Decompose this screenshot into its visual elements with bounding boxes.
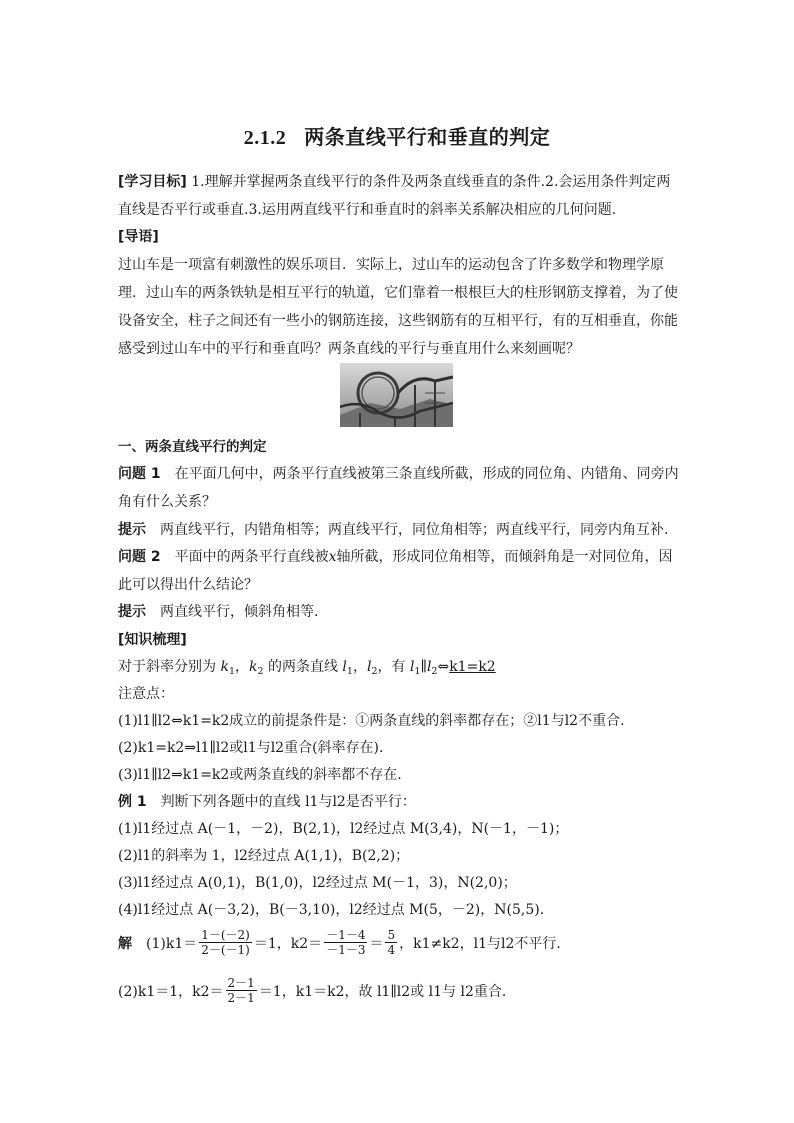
example-1-prompt: 例 1 判断下列各题中的直线 l1与l2是否平行：: [118, 794, 416, 810]
question-2-line-2: 此可以得出什么结论？: [118, 577, 258, 593]
example-item-4: (4)l1经过点 A(－3,2)，B(－3,10)，l2经过点 M(5，－2)，N(5,5).: [118, 902, 545, 918]
section-heading: 一、两条直线平行的判定: [118, 439, 267, 455]
example-item-2: (2)l1的斜率为 1，l2经过点 A(1,1)，B(2,2)；: [118, 848, 410, 864]
knowledge-label: [知识梳理]: [118, 632, 187, 648]
solution-1: 解 (1)k1＝ $\frac{1-(-2)}{2-(-1)}$ ＝1，k2＝ $\frac{-1-4}{-1-3}$ ＝ $\frac{5}{4}$ ，k1≠k2，l1与l2不平行．: [118, 928, 571, 957]
fraction: $\frac{2-1}{2-1}$: [227, 976, 255, 1005]
example-item-3: (3)l1经过点 A(0,1)，B(1,0)，l2经过点 M(－1，3)，N(2,0)；: [118, 875, 517, 891]
hint-2: 提示 两直线平行，倾斜角相等.: [118, 604, 319, 620]
intro-label: [导语]: [118, 229, 159, 245]
objectives-line-2: 直线是否平行或垂直.3.运用两直线平行和垂直时的斜率关系解决相应的几何问题.: [118, 202, 617, 218]
objectives-line-1: [学习目标] 1.理解并掌握两条直线平行的条件及两条直线垂直的条件.2.会运用条件判定两: [118, 174, 671, 190]
intro-line-2: 理．过山车的两条铁轨是相互平行的轨道，它们靠着一根根巨大的柱形钢筋支撑着，为了使: [118, 285, 678, 301]
intro-line-1: 过山车是一项富有刺激性的娱乐项目．实际上，过山车的运动包含了许多数学和物理学原: [118, 257, 664, 273]
notes-label: 注意点：: [118, 686, 174, 702]
parallel-condition: k1=k2: [449, 659, 496, 675]
intro-line-4: 感受到过山车中的平行和垂直吗？两条直线的平行与垂直用什么来刻画呢？: [118, 341, 580, 357]
intro-line-3: 设备安全，柱子之间还有一些小的钢筋连接，这些钢筋有的互相平行，有的互相垂直，你能: [118, 313, 678, 329]
note-1: (1)l1∥l2⇔k1=k2成立的前提条件是：①两条直线的斜率都存在；②l1与l2不重合.: [118, 713, 625, 729]
objectives-label: [学习目标]: [118, 174, 187, 190]
knowledge-statement: 对于斜率分别为 $k_1$，$k_2$ 的两条直线 $l_1$，$l_2$，有 $l_1\parallel l_2\Leftrightarrow k1=k2$: [118, 659, 496, 677]
fraction: $\frac{5}{4}$: [387, 928, 396, 957]
section-number: 2.1.2: [243, 127, 287, 149]
question-1-line-1: 问题 1 在平面几何中，两条平行直线被第三条直线所截，形成的同位角、内错角、同旁内: [118, 466, 679, 482]
question-1-line-2: 角有什么关系？: [118, 494, 216, 510]
note-2: (2)k1=k2⇒l1∥l2或l1与l2重合(斜率存在).: [118, 740, 384, 756]
solution-2: (2)k1＝1，k2＝ $\frac{2-1}{2-1}$ ＝1，k1＝k2，故 l1∥l2或 l1与 l2重合．: [118, 976, 516, 1005]
question-2-line-1: 问题 2 平面中的两条平行直线被x轴所截，形成同位角相等，而倾斜角是一对同位角，因: [118, 549, 673, 565]
roller-coaster-photo: [340, 363, 453, 427]
hint-1: 提示 两直线平行，内错角相等；两直线平行，同位角相等；两直线平行，同旁内角互补.: [118, 522, 669, 538]
note-3: (3)l1∥l2⇒k1=k2或两条直线的斜率都不存在.: [118, 767, 402, 783]
title-text: 两条直线平行和垂直的判定: [304, 125, 551, 149]
page-title: [0, 121, 794, 150]
fraction: $\frac{1-(-2)}{2-(-1)}$: [201, 928, 250, 957]
example-item-1: (1)l1经过点 A(－1，－2)，B(2,1)，l2经过点 M(3,4)，N(－1，－1)；: [118, 821, 569, 837]
fraction: $\frac{-1-4}{-1-3}$: [326, 928, 366, 957]
